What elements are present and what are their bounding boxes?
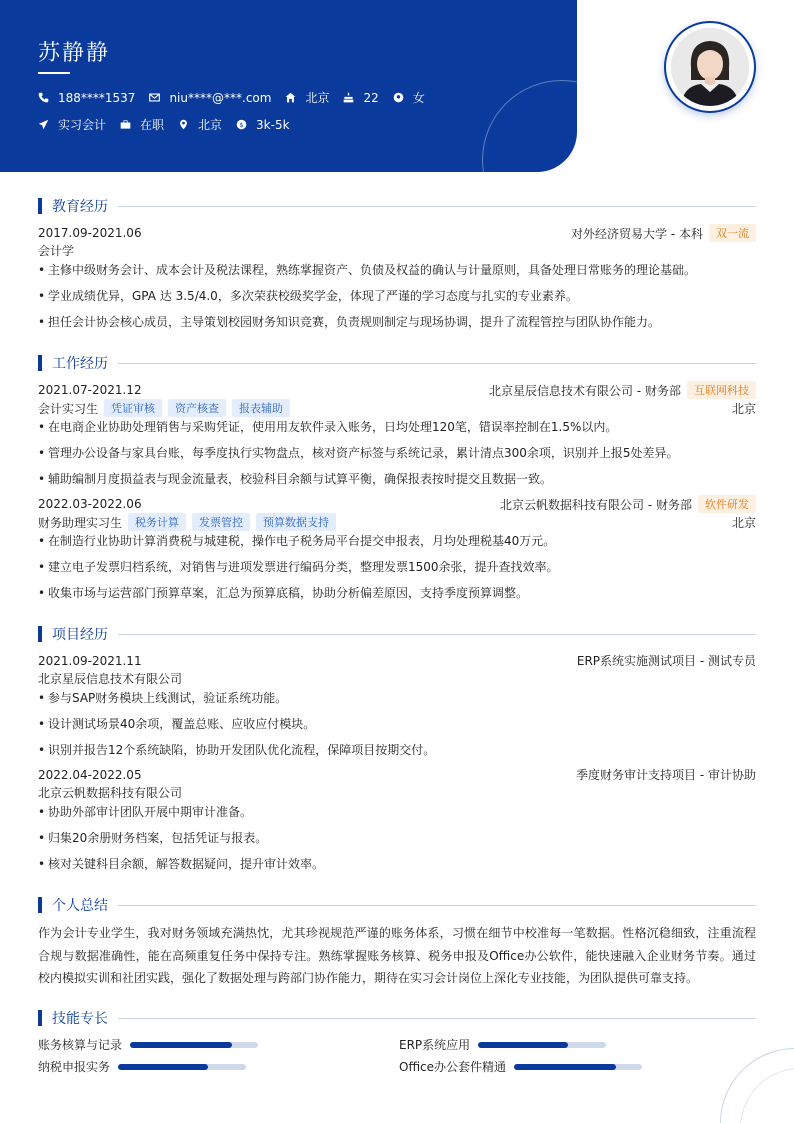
job-city: 北京	[731, 515, 756, 530]
skill-bar	[130, 1042, 258, 1048]
salary-info	[236, 118, 290, 132]
major: 会计学	[38, 244, 75, 258]
section-heading: 项目经历	[52, 627, 108, 643]
title-bar	[38, 355, 42, 371]
work-section-title	[38, 353, 756, 373]
list-item: • 在制造行业协助计算消费税与城建税，操作电子税务局平台提交申报表，月均处理税基40万元。	[38, 533, 756, 549]
avatar-frame	[664, 21, 756, 113]
industry-tag: 软件研发	[698, 495, 756, 513]
list-item: • 收集市场与运营部门预算草案，汇总为预算底稿，协助分析偏差原因，支持季度预算调整。	[38, 585, 756, 601]
job-header-row	[38, 381, 756, 399]
project-date: 2022.04-2022.05	[38, 767, 142, 782]
skill-name: Office办公套件精通	[399, 1060, 507, 1074]
phone-number: 188****1537	[58, 90, 136, 105]
job-date: 2022.03-2022.06	[38, 497, 142, 511]
job-position-row	[38, 513, 756, 531]
education-major-row	[38, 242, 756, 259]
title-divider	[118, 905, 756, 906]
skill-name: ERP系统应用	[399, 1038, 471, 1052]
job-city: 北京	[731, 401, 756, 416]
list-item: • 辅助编制月度损益表与现金流量表，校验科目余额与试算平衡，确保报表按时提交且数据一致。	[38, 471, 756, 487]
education-date: 2017.09-2021.06	[38, 226, 142, 240]
summary-section-title	[38, 895, 756, 915]
location-pin-icon	[178, 119, 189, 130]
cake-icon	[343, 92, 354, 103]
gender-info	[393, 89, 425, 106]
skill-item	[399, 1036, 606, 1053]
summary-text: 作为会计专业学生，我对财务领域充满热忱，尤其珍视规范严谨的账务体系，习惯在细节中校准每一笔数据。性格沉稳细致，注重流程合规与数据准确性，能在高频重复任务中保持专注。熟练掌握账务核算、税务申报及Office办公软件，能快速融入企业财务节奏。通过校内模拟实训和社团实践，强化了数据处理与跨部门协作能力，期待在实习会计岗位上深化专业技能，为团队提供可靠支持。	[38, 926, 756, 985]
svg-text:$: $	[239, 121, 244, 129]
section-heading: 技能专长	[52, 1011, 108, 1027]
section-heading: 工作经历	[52, 356, 108, 372]
job-position: 会计实习生	[38, 401, 99, 416]
list-item: • 参与SAP财务模块上线测试，验证系统功能。	[38, 690, 756, 706]
send-icon	[38, 119, 49, 130]
list-item: • 学业成绩优异，GPA 达 3.5/4.0，多次荣获校级奖学金，体现了严谨的学习态度与扎实的专业素养。	[38, 288, 756, 304]
list-item: • 核对关键科目余额，解答数据疑问，提升审计效率。	[38, 856, 756, 872]
title-bar	[38, 1010, 42, 1026]
list-item: • 管理办公设备与家具台账，每季度执行实物盘点，核对资产标签与系统记录，累计清点300余项，识别并上报5处差异。	[38, 445, 756, 461]
project-company: 北京云帆数据科技有限公司	[38, 786, 183, 800]
skill-bar	[478, 1042, 606, 1048]
job-header-row	[38, 495, 756, 513]
contact-row	[38, 89, 439, 106]
school-degree: 对外经济贸易大学 - 本科	[571, 226, 703, 241]
home-icon	[285, 92, 296, 103]
section-heading: 个人总结	[52, 898, 108, 914]
project-section-title	[38, 624, 756, 644]
portrait-image	[671, 28, 749, 106]
list-item: • 归集20余册财务档案，包括凭证与报表。	[38, 830, 756, 846]
list-item: • 建立电子发票归档系统，对销售与进项发票进行编码分类，整理发票1500余张，提升查找效率。	[38, 559, 756, 575]
job-position: 财务助理实习生	[38, 515, 123, 530]
list-item: • 协助外部审计团队开展中期审计准备。	[38, 804, 756, 820]
project-header-row	[38, 766, 756, 783]
name-underline	[38, 72, 70, 74]
list-item: • 担任会计协会核心成员，主导策划校园财务知识竞赛，负责规则制定与现场协调，提升了流程管控与团队协作能力。	[38, 314, 756, 330]
skill-name: 纳税申报实务	[38, 1060, 111, 1074]
skill-tag: 凭证审核	[104, 399, 162, 417]
age-text: 22	[363, 90, 379, 105]
location-text: 北京	[305, 91, 330, 105]
mail-icon	[149, 92, 160, 103]
skill-bar-fill	[130, 1042, 232, 1048]
job-intent-row	[38, 116, 304, 133]
list-item: • 识别并报告12个系统缺陷，协助开发团队优化流程，保障项目按期交付。	[38, 742, 756, 758]
title-bar	[38, 198, 42, 214]
title-divider	[118, 363, 756, 364]
status-info	[120, 116, 164, 133]
project-name-role: ERP系统实施测试项目 - 测试专员	[576, 654, 756, 668]
job-position-row	[38, 399, 756, 417]
title-divider	[118, 634, 756, 635]
salary-text: 3k-5k	[256, 117, 290, 132]
email-info	[149, 91, 271, 105]
project-company-row	[38, 784, 756, 801]
skill-bar	[514, 1064, 642, 1070]
avatar	[671, 28, 749, 106]
skill-tag: 预算数据支持	[256, 513, 336, 531]
project-name-role: 季度财务审计支持项目 - 审计协助	[576, 768, 756, 782]
status-text: 在职	[140, 118, 165, 132]
decorative-circle	[482, 80, 577, 172]
job-date: 2021.07-2021.12	[38, 383, 142, 397]
email-address: niu****@***.com	[169, 90, 272, 105]
skill-name: 账务核算与记录	[38, 1038, 123, 1052]
education-section-title	[38, 196, 756, 216]
project-date: 2021.09-2021.11	[38, 653, 142, 668]
briefcase-icon	[120, 119, 131, 130]
skill-bar-fill	[478, 1042, 568, 1048]
title-bar	[38, 626, 42, 642]
phone-info	[38, 91, 135, 105]
skill-bar	[118, 1064, 246, 1070]
title-divider	[118, 206, 756, 207]
age-info	[343, 91, 378, 105]
target-city-text: 北京	[198, 118, 223, 132]
school-tag: 双一流	[709, 224, 756, 242]
skill-bar-fill	[118, 1064, 208, 1070]
job-target-text: 实习会计	[58, 118, 107, 132]
gender-icon	[393, 92, 404, 103]
skills-section-title	[38, 1008, 756, 1028]
list-item: • 设计测试场景40余项，覆盖总账、应收应付模块。	[38, 716, 756, 732]
phone-icon	[38, 92, 49, 103]
company-dept: 北京星辰信息技术有限公司 - 财务部	[489, 383, 681, 398]
project-company-row	[38, 670, 756, 687]
skill-tag: 发票管控	[192, 513, 250, 531]
location-info	[285, 89, 329, 106]
skill-tag: 税务计算	[128, 513, 186, 531]
skill-bar-fill	[514, 1064, 616, 1070]
list-item: • 在电商企业协助处理销售与采购凭证，使用用友软件录入账务，日均处理120笔，错误率控制在1.5%以内。	[38, 419, 756, 435]
gender-text: 女	[412, 91, 425, 105]
title-bar	[38, 897, 42, 913]
skill-item	[399, 1058, 642, 1075]
money-icon	[236, 119, 247, 130]
project-header-row	[38, 652, 756, 669]
skill-tag: 报表辅助	[232, 399, 290, 417]
job-target-info	[38, 116, 106, 133]
candidate-name: 苏静静	[38, 41, 111, 66]
project-company: 北京星辰信息技术有限公司	[38, 672, 183, 686]
industry-tag: 互联网科技	[687, 381, 756, 399]
list-item: • 主修中级财务会计、成本会计及税法课程，熟练掌握资产、负债及权益的确认与计量原则，具备处理日常账务的理论基础。	[38, 262, 756, 278]
target-city-info	[178, 116, 222, 133]
skill-item	[38, 1036, 258, 1053]
header-banner	[0, 0, 577, 172]
section-heading: 教育经历	[52, 199, 108, 215]
skill-tag: 资产核查	[168, 399, 226, 417]
company-dept: 北京云帆数据科技有限公司 - 财务部	[500, 497, 692, 512]
title-divider	[118, 1018, 756, 1019]
education-header-row	[38, 224, 756, 242]
skill-item	[38, 1058, 246, 1075]
